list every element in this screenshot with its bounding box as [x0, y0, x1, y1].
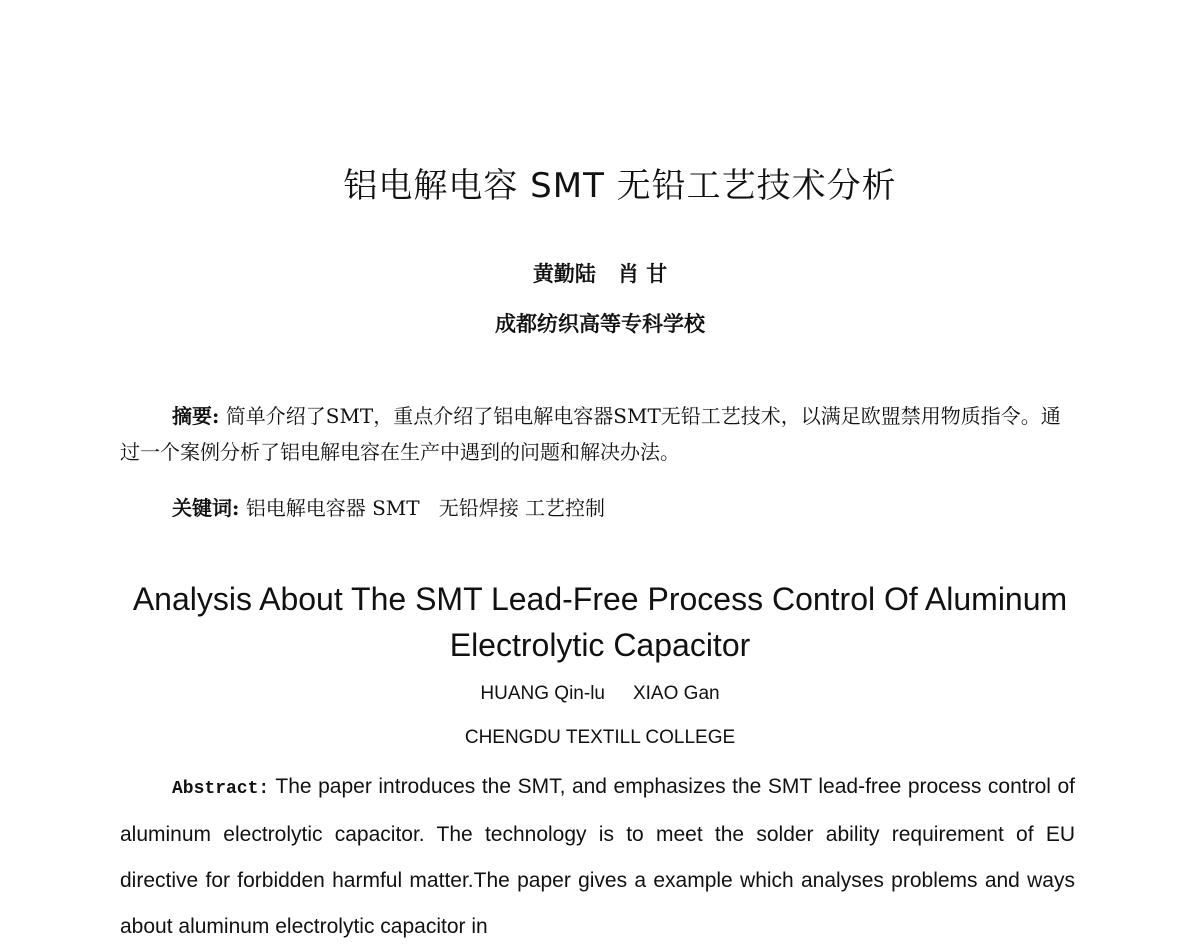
english-abstract-text: The paper introduces the SMT, and emphasizes the SMT lead-free process control of aluminum electrolytic capacitor. The technology is to meet the solder ability requirement of EU directive for forbidden harmful matter.The paper gives a example which analyses problems and ways about aluminum electrolytic capacitor in [120, 775, 1075, 938]
english-affiliation: CHENGDU TEXTILL COLLEGE [464, 727, 736, 748]
english-authors [0, 683, 1200, 705]
english-abstract-label: Abstract: [172, 779, 270, 799]
chinese-abstract [120, 398, 1080, 470]
chinese-authors [0, 258, 1200, 288]
english-author-2: XIAO Gan [632, 683, 720, 704]
english-title: Analysis About The SMT Lead-Free Process Control Of Aluminum Electrolytic Capacitor [132, 581, 1068, 663]
chinese-affiliation: 成都纺织高等专科学校 [495, 311, 705, 336]
chinese-abstract-label: 摘要: [172, 404, 220, 428]
english-author-1: HUANG Qin-lu [480, 683, 605, 704]
english-abstract [120, 764, 1075, 950]
chinese-abstract-text: 简单介绍了SMT，重点介绍了铝电解电容器SMT无铅工艺技术，以满足欧盟禁用物质指令。通过一个案例分析了铝电解电容在生产中遇到的问题和解决办法。 [120, 404, 1061, 464]
chinese-author-2: 肖 甘 [617, 261, 668, 286]
chinese-keywords [172, 490, 1072, 526]
chinese-keywords-label: 关键词: [172, 496, 240, 520]
chinese-title: 铝电解电容 SMT 无铅工艺技术分析 [343, 166, 897, 206]
chinese-keywords-text: 铝电解电容器 SMT 无铅焊接 工艺控制 [239, 496, 606, 520]
chinese-author-1: 黄勤陆 [532, 261, 596, 286]
